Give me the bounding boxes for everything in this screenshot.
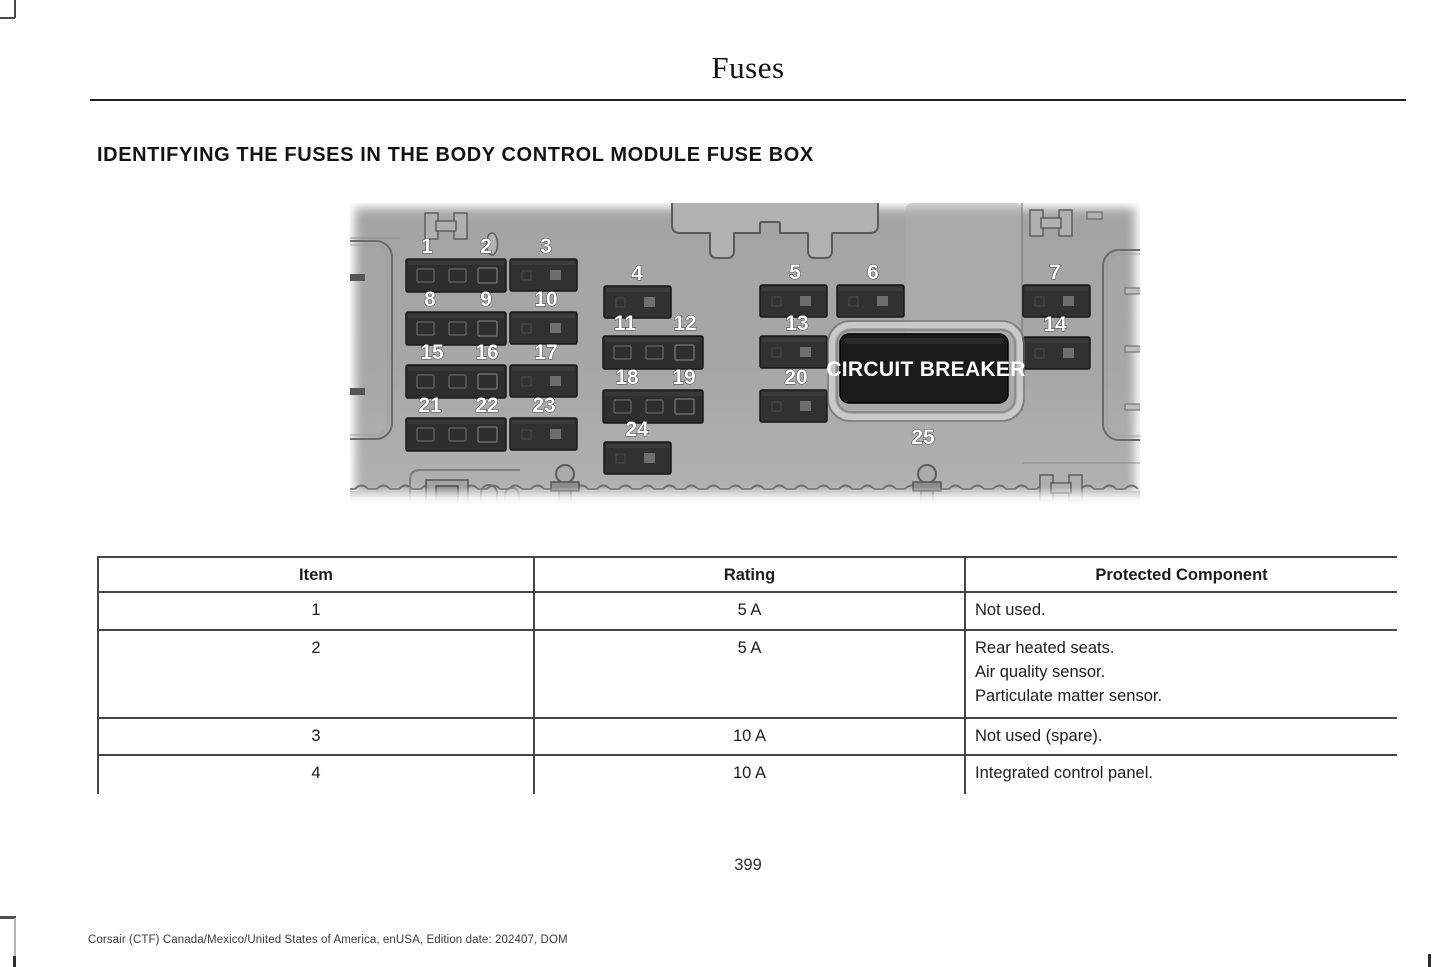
fuse-label-7: 7 [1049, 261, 1061, 284]
fuse-table [97, 556, 1397, 794]
fuse-label-14: 14 [1043, 313, 1067, 336]
col-header-rating: Rating [534, 557, 965, 592]
fuse-label-18: 18 [615, 366, 639, 389]
fuse-box-diagram [350, 203, 1140, 505]
fuse-label-5: 5 [789, 261, 801, 284]
component-cell [965, 755, 1397, 794]
fuse-24 [604, 442, 671, 474]
rating-cell: 5 A [534, 592, 965, 630]
table-header-row [98, 557, 1397, 592]
fuse-label-13: 13 [785, 312, 809, 335]
fuse-label-2: 2 [480, 235, 492, 258]
col-header-protected-component: Protected Component [965, 557, 1397, 592]
table-row [98, 755, 1397, 794]
fuse-21-22 [406, 418, 506, 451]
component-line: Particulate matter sensor. [975, 687, 1163, 705]
fuse-14 [1023, 337, 1090, 369]
item-cell: 3 [98, 718, 534, 755]
fuse-10 [510, 312, 577, 344]
component-line: Not used. [975, 601, 1046, 619]
col-header-item: Item [98, 557, 534, 592]
bracket-shape [426, 480, 468, 505]
fuse-label-9: 9 [480, 288, 492, 311]
page-corner-tick-bottom-right [1428, 954, 1431, 967]
component-line: Not used (spare). [975, 727, 1103, 745]
fuse-label-20: 20 [784, 366, 808, 389]
fuse-label-10: 10 [534, 288, 558, 311]
table-row [98, 630, 1397, 718]
fuse-20 [760, 390, 827, 422]
component-cell [965, 592, 1397, 630]
table-row [98, 592, 1397, 630]
component-line: Rear heated seats. [975, 639, 1115, 657]
fuse-label-22: 22 [475, 394, 499, 417]
fuse-label-8: 8 [424, 288, 436, 311]
footer-text: Corsair (CTF) Canada/Mexico/United States of America, enUSA, Edition date: 202407, DOM [88, 934, 568, 946]
fuse-label-3: 3 [540, 235, 552, 258]
page-corner-mark-top-left-horizontal [0, 17, 15, 19]
bracket-shape [1030, 210, 1072, 236]
left-receptacle-outline [350, 241, 392, 439]
manual-page [90, 0, 1406, 967]
page-corner-mark-top-left-vertical [14, 0, 16, 18]
page-corner-tick-bottom-left [13, 956, 16, 967]
title-divider [90, 99, 1406, 101]
top-connector-shape [672, 203, 878, 258]
fuse-label-15: 15 [420, 341, 444, 364]
fuse-label-6: 6 [867, 261, 879, 284]
fuse-label-11: 11 [613, 312, 637, 335]
fuse-label-19: 19 [672, 366, 696, 389]
rating-cell: 5 A [534, 630, 965, 718]
table-row [98, 718, 1397, 755]
page-number: 399 [734, 856, 762, 874]
fuse-11-12 [603, 336, 703, 369]
section-heading: IDENTIFYING THE FUSES IN THE BODY CONTROL MODULE FUSE BOX [97, 144, 814, 166]
fuse-17 [510, 365, 577, 397]
fuse-box-illustration [350, 203, 1140, 505]
fuse-label-12: 12 [673, 312, 697, 335]
rating-cell: 10 A [534, 755, 965, 794]
fuse-13 [760, 336, 827, 368]
circuit-breaker [826, 321, 1025, 421]
page-title: Fuses [711, 50, 785, 85]
component-line: Air quality sensor. [975, 663, 1106, 681]
fuse-label-16: 16 [475, 341, 499, 364]
component-cell [965, 630, 1397, 718]
item-cell: 1 [98, 592, 534, 630]
component-cell [965, 718, 1397, 755]
right-receptacle-outline [1103, 250, 1140, 440]
fuse-label-25: 25 [911, 426, 935, 449]
component-line: Integrated control panel. [975, 764, 1153, 782]
item-cell: 2 [98, 630, 534, 718]
fuse-label-21: 21 [418, 394, 442, 417]
fuse-label-23: 23 [532, 394, 556, 417]
fuse-18-19 [603, 390, 703, 423]
rating-cell: 10 A [534, 718, 965, 755]
fuse-label-17: 17 [534, 341, 558, 364]
circuit-breaker-label: CIRCUIT BREAKER [826, 358, 1026, 381]
fuse-23 [510, 418, 577, 450]
fuse-3 [510, 259, 577, 291]
fuse-6 [837, 285, 904, 317]
fuse-table-container [97, 556, 1397, 794]
fuse-label-1: 1 [421, 235, 433, 258]
fuse-label-4: 4 [631, 262, 643, 285]
fuse-label-24: 24 [625, 418, 649, 441]
item-cell: 4 [98, 755, 534, 794]
